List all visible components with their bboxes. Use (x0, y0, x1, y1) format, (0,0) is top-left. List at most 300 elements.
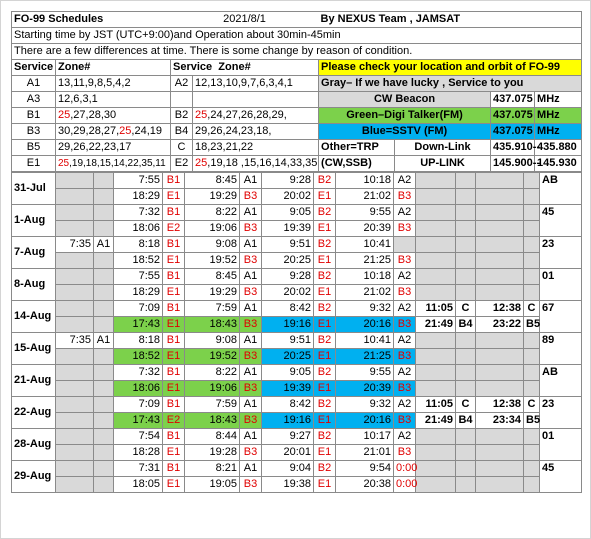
service-code: B5 (12, 140, 56, 156)
pass-zone: E1 (314, 317, 336, 333)
pass-zone (524, 429, 540, 445)
pass-zone (524, 333, 540, 349)
pass-time: 9:51 (262, 237, 314, 253)
schedule-row (12, 413, 582, 429)
pass-time: 21:25 (336, 253, 394, 269)
pass-zone: E2 (163, 413, 185, 429)
schedule-row (12, 445, 582, 461)
pass-time (416, 173, 456, 189)
cw-beacon-label: CW Beacon (319, 92, 491, 108)
pass-time (56, 301, 94, 317)
pass-time: 8:45 (185, 173, 240, 189)
pass-zone: A2 (394, 333, 416, 349)
uplink-label: UP-LINK (395, 156, 491, 172)
pass-time (56, 349, 94, 365)
pass-zone: E2 (163, 221, 185, 237)
pass-time: 9:08 (185, 333, 240, 349)
pass-time: 18:06 (114, 221, 163, 237)
pass-zone (456, 253, 476, 269)
pass-zone: B4 (456, 413, 476, 429)
pass-zone: A1 (240, 205, 262, 221)
sstv-freq: 437.075 (491, 124, 535, 140)
schedule-date: 22-Aug (12, 397, 56, 429)
schedule-row (12, 317, 582, 333)
pass-time (56, 221, 94, 237)
pass-time: 20:16 (336, 317, 394, 333)
pass-time (476, 253, 524, 269)
service-code: E2 (171, 156, 193, 172)
pass-zone (94, 445, 114, 461)
pass-zone (524, 477, 540, 493)
pass-time (476, 189, 524, 205)
downlink-start: 435.910-- (491, 140, 535, 156)
pass-zone: A2 (394, 205, 416, 221)
pass-zone (94, 413, 114, 429)
pass-zone (524, 253, 540, 269)
pass-zone: E1 (314, 253, 336, 269)
pass-zone: E1 (163, 477, 185, 493)
pass-time (476, 221, 524, 237)
pass-time: 8:45 (185, 269, 240, 285)
pass-time (56, 413, 94, 429)
pass-time (416, 445, 456, 461)
pass-time: 17:43 (114, 413, 163, 429)
pass-zone (524, 285, 540, 301)
pass-zone: B3 (394, 445, 416, 461)
pass-time: 21:02 (336, 285, 394, 301)
pass-zone (456, 205, 476, 221)
pass-zone: E1 (314, 285, 336, 301)
pass-zone (456, 461, 476, 477)
pass-time (416, 253, 456, 269)
pass-zone: A1 (94, 237, 114, 253)
zone-list: 12,6,3,1 (56, 92, 171, 108)
pass-time: 8:44 (185, 429, 240, 445)
other-trp-label: Other=TRP (319, 140, 395, 156)
pass-zone: A1 (240, 429, 262, 445)
pass-zone (94, 269, 114, 285)
pass-zone (394, 237, 416, 253)
service-code: B1 (12, 108, 56, 124)
pass-zone (524, 237, 540, 253)
pass-time: 18:52 (114, 253, 163, 269)
pass-time: 18:29 (114, 189, 163, 205)
zone-list: 25,24,27,26,28,29, (193, 108, 319, 124)
sstv-label: Blue=SSTV (FM) (319, 124, 491, 140)
pass-zone: E1 (314, 221, 336, 237)
pass-zone: A2 (394, 173, 416, 189)
pass-time: 18:06 (114, 381, 163, 397)
pass-zone: A1 (240, 301, 262, 317)
pass-zone: A1 (240, 333, 262, 349)
pass-time: 10:41 (336, 237, 394, 253)
service-code: E1 (12, 156, 56, 172)
pass-zone (94, 461, 114, 477)
pass-zone: B1 (163, 237, 185, 253)
pass-time (416, 461, 456, 477)
pass-zone: B2 (314, 269, 336, 285)
pass-time: 9:05 (262, 205, 314, 221)
pass-zone: C (524, 301, 540, 317)
pass-time: 10:18 (336, 269, 394, 285)
schedule-row (12, 269, 582, 285)
pass-time: 9:55 (336, 365, 394, 381)
pass-zone: B3 (240, 349, 262, 365)
pass-time (476, 349, 524, 365)
pass-zone (456, 285, 476, 301)
pass-time: 20:39 (336, 381, 394, 397)
empty-cell (171, 92, 193, 108)
pass-time: 8:22 (185, 365, 240, 381)
pass-time: 11:05 (416, 397, 456, 413)
pass-time: 20:16 (336, 413, 394, 429)
pass-zone: B3 (240, 189, 262, 205)
pass-zone: B3 (240, 221, 262, 237)
pass-time: 18:29 (114, 285, 163, 301)
pass-time (476, 429, 524, 445)
pass-time: 7:32 (114, 365, 163, 381)
pass-zone (456, 381, 476, 397)
pass-time: 19:28 (185, 445, 240, 461)
pass-time: 7:35 (56, 333, 94, 349)
pass-zone: E1 (314, 349, 336, 365)
pass-time: 19:06 (185, 221, 240, 237)
schedule-date: 29-Aug (12, 461, 56, 493)
pass-zone: 0:00 (394, 477, 416, 493)
pass-zone: B2 (314, 397, 336, 413)
pass-zone (94, 381, 114, 397)
pass-zone (94, 429, 114, 445)
pass-zone (524, 349, 540, 365)
pass-zone: B3 (394, 413, 416, 429)
pass-time (416, 333, 456, 349)
pass-zone (456, 189, 476, 205)
pass-time (56, 285, 94, 301)
pass-zone: B2 (314, 461, 336, 477)
pass-zone: A2 (394, 365, 416, 381)
pass-zone (524, 189, 540, 205)
schedule-date: 15-Aug (12, 333, 56, 365)
zone-list: 29,26,22,23,17 (56, 140, 171, 156)
schedule-row (12, 237, 582, 253)
pass-zone: B3 (240, 253, 262, 269)
pass-time (476, 445, 524, 461)
pass-zone: C (456, 397, 476, 413)
pass-zone: B2 (314, 205, 336, 221)
pass-time: 19:06 (185, 381, 240, 397)
digi-talker-label: Green–Digi Talker(FM) (319, 108, 491, 124)
pass-time: 9:51 (262, 333, 314, 349)
pass-time: 18:43 (185, 413, 240, 429)
pass-time: 17:43 (114, 317, 163, 333)
pass-time (416, 221, 456, 237)
pass-time: 11:05 (416, 301, 456, 317)
pass-zone (456, 269, 476, 285)
pass-time: 19:29 (185, 189, 240, 205)
pass-time (56, 381, 94, 397)
schedule-row (12, 189, 582, 205)
pass-zone: B3 (394, 221, 416, 237)
pass-time: 19:38 (262, 477, 314, 493)
pass-time: 7:35 (56, 237, 94, 253)
schedule-date: 14-Aug (12, 301, 56, 333)
pass-time: 20:39 (336, 221, 394, 237)
empty-cell (193, 92, 319, 108)
pass-time (416, 381, 456, 397)
doc-team: By NEXUS Team , JAMSAT (319, 12, 582, 28)
downlink-end: 435.880 (535, 140, 582, 156)
pass-time: 19:39 (262, 221, 314, 237)
pass-zone: A1 (240, 269, 262, 285)
pass-zone (94, 285, 114, 301)
pass-time (56, 269, 94, 285)
pass-time: 9:55 (336, 205, 394, 221)
pass-zone (524, 221, 540, 237)
schedule-date: 8-Aug (12, 269, 56, 301)
pass-time: 9:04 (262, 461, 314, 477)
pass-zone: E1 (163, 253, 185, 269)
pass-time (416, 269, 456, 285)
pass-time: 8:18 (114, 237, 163, 253)
pass-time (56, 189, 94, 205)
info-table (11, 11, 582, 172)
pass-time (416, 349, 456, 365)
pass-time: 10:18 (336, 173, 394, 189)
pass-time: 18:43 (185, 317, 240, 333)
pass-zone: A1 (240, 461, 262, 477)
pass-time (56, 205, 94, 221)
pass-zone (94, 301, 114, 317)
pass-zone: B3 (394, 253, 416, 269)
digi-talker-freq: 437.075 (491, 108, 535, 124)
pass-time: 19:16 (262, 317, 314, 333)
schedule-row (12, 381, 582, 397)
pass-time: 20:01 (262, 445, 314, 461)
pass-zone: E1 (163, 285, 185, 301)
pass-time: 23:34 (476, 413, 524, 429)
pass-time: 19:16 (262, 413, 314, 429)
service-code: A1 (12, 76, 56, 92)
pass-extra: 01 (540, 269, 582, 301)
pass-time: 9:08 (185, 237, 240, 253)
pass-time (56, 365, 94, 381)
pass-zone: B2 (314, 237, 336, 253)
pass-zone: B3 (394, 317, 416, 333)
pass-time: 18:28 (114, 445, 163, 461)
pass-time (476, 205, 524, 221)
pass-zone (524, 445, 540, 461)
pass-time: 23:22 (476, 317, 524, 333)
uplink-end: 145.930 (535, 156, 582, 172)
pass-zone (524, 381, 540, 397)
schedule-date: 7-Aug (12, 237, 56, 269)
pass-time: 20:25 (262, 253, 314, 269)
pass-zone: A1 (240, 397, 262, 413)
pass-zone (456, 445, 476, 461)
pass-time: 7:09 (114, 301, 163, 317)
pass-zone: A1 (240, 173, 262, 189)
pass-zone: B1 (163, 365, 185, 381)
pass-zone: B1 (163, 301, 185, 317)
pass-zone: B1 (163, 461, 185, 477)
pass-zone: B3 (240, 381, 262, 397)
pass-zone (456, 237, 476, 253)
pass-zone: B1 (163, 429, 185, 445)
pass-zone: B3 (240, 445, 262, 461)
doc-title: FO-99 Schedules (12, 12, 171, 28)
pass-time: 19:29 (185, 285, 240, 301)
zone-list: 29,26,24,23,18, (193, 124, 319, 140)
schedule-date: 31-Jul (12, 173, 56, 205)
pass-zone: B3 (240, 477, 262, 493)
pass-zone (94, 173, 114, 189)
pass-time: 7:59 (185, 301, 240, 317)
doc-date: 2021/8/1 (171, 12, 319, 28)
pass-zone: B1 (163, 397, 185, 413)
schedule-row (12, 365, 582, 381)
pass-time (416, 429, 456, 445)
schedule-date: 21-Aug (12, 365, 56, 397)
pass-time: 21:49 (416, 413, 456, 429)
pass-time (416, 205, 456, 221)
service-header: Service (12, 60, 56, 76)
service-code: A2 (171, 76, 193, 92)
pass-time (476, 285, 524, 301)
pass-zone (524, 365, 540, 381)
pass-time: 9:05 (262, 365, 314, 381)
pass-time (416, 365, 456, 381)
pass-time: 9:28 (262, 173, 314, 189)
service-code: B2 (171, 108, 193, 124)
pass-time: 20:38 (336, 477, 394, 493)
pass-time: 8:21 (185, 461, 240, 477)
pass-zone (524, 205, 540, 221)
pass-time: 7:55 (114, 269, 163, 285)
pass-zone (94, 317, 114, 333)
pass-zone: A2 (394, 397, 416, 413)
pass-time: 21:25 (336, 349, 394, 365)
pass-time (476, 477, 524, 493)
pass-zone: B1 (163, 333, 185, 349)
pass-zone (456, 173, 476, 189)
pass-time (416, 285, 456, 301)
pass-time: 7:31 (114, 461, 163, 477)
pass-time: 21:49 (416, 317, 456, 333)
pass-time (476, 381, 524, 397)
pass-zone: B3 (240, 285, 262, 301)
pass-time: 10:41 (336, 333, 394, 349)
pass-time (56, 429, 94, 445)
pass-zone: A1 (240, 365, 262, 381)
pass-zone: B5 (524, 317, 540, 333)
pass-extra: 67 (540, 301, 582, 333)
pass-time: 9:32 (336, 397, 394, 413)
schedule-row (12, 397, 582, 413)
pass-zone: E1 (163, 349, 185, 365)
pass-time: 7:09 (114, 397, 163, 413)
pass-zone: B5 (524, 413, 540, 429)
pass-time: 8:42 (262, 397, 314, 413)
pass-time: 19:52 (185, 349, 240, 365)
pass-time: 7:55 (114, 173, 163, 189)
pass-zone: A1 (240, 237, 262, 253)
pass-zone: E1 (314, 413, 336, 429)
schedule-row (12, 173, 582, 189)
pass-zone (456, 365, 476, 381)
zone-list: 30,29,28,27,25,24,19 (56, 124, 171, 140)
schedule-row (12, 429, 582, 445)
gray-note: Gray– If we have lucky , Service to you (319, 76, 582, 92)
zone-list: 25,27,28,30 (56, 108, 171, 124)
pass-zone: B2 (314, 301, 336, 317)
pass-extra: 23 (540, 397, 582, 429)
pass-zone: B2 (314, 173, 336, 189)
pass-time: 10:17 (336, 429, 394, 445)
pass-time: 20:25 (262, 349, 314, 365)
pass-time: 12:38 (476, 397, 524, 413)
pass-zone: A2 (394, 269, 416, 285)
pass-zone: B1 (163, 173, 185, 189)
pass-zone: B3 (240, 413, 262, 429)
schedule-row (12, 477, 582, 493)
zone-list: 25,19,18,15,14,22,35,11 (56, 156, 171, 172)
pass-zone: B3 (394, 349, 416, 365)
pass-time: 18:52 (114, 349, 163, 365)
schedule-row (12, 301, 582, 317)
pass-zone: E1 (314, 189, 336, 205)
pass-time (476, 461, 524, 477)
pass-zone (456, 349, 476, 365)
pass-time: 9:54 (336, 461, 394, 477)
pass-zone (456, 333, 476, 349)
pass-zone (94, 253, 114, 269)
pass-time: 9:27 (262, 429, 314, 445)
pass-zone: B3 (394, 381, 416, 397)
pass-time: 19:39 (262, 381, 314, 397)
digi-talker-unit: MHz (535, 108, 582, 124)
schedule-row (12, 285, 582, 301)
pass-time (476, 173, 524, 189)
pass-zone: B4 (456, 317, 476, 333)
pass-time (56, 397, 94, 413)
zone-header: Zone# (56, 60, 171, 76)
pass-zone: B3 (394, 189, 416, 205)
pass-time (56, 317, 94, 333)
pass-time: 8:42 (262, 301, 314, 317)
pass-time (56, 477, 94, 493)
pass-zone: B2 (314, 333, 336, 349)
service-zone-header-2: Service Zone# (171, 60, 319, 76)
pass-zone: E1 (314, 477, 336, 493)
pass-time: 20:02 (262, 285, 314, 301)
fo99-schedule-sheet (11, 11, 581, 493)
pass-time: 7:54 (114, 429, 163, 445)
schedule-date: 28-Aug (12, 429, 56, 461)
pass-zone (524, 269, 540, 285)
pass-zone (94, 365, 114, 381)
cw-beacon-freq: 437.075 (491, 92, 535, 108)
service-code: C (171, 140, 193, 156)
schedule-row (12, 349, 582, 365)
pass-time (416, 237, 456, 253)
pass-zone (524, 461, 540, 477)
downlink-label: Down-Link (395, 140, 491, 156)
pass-zone: B2 (314, 429, 336, 445)
pass-zone: B2 (314, 365, 336, 381)
pass-extra: 89 (540, 333, 582, 365)
pass-time (416, 477, 456, 493)
pass-extra: 45 (540, 461, 582, 493)
